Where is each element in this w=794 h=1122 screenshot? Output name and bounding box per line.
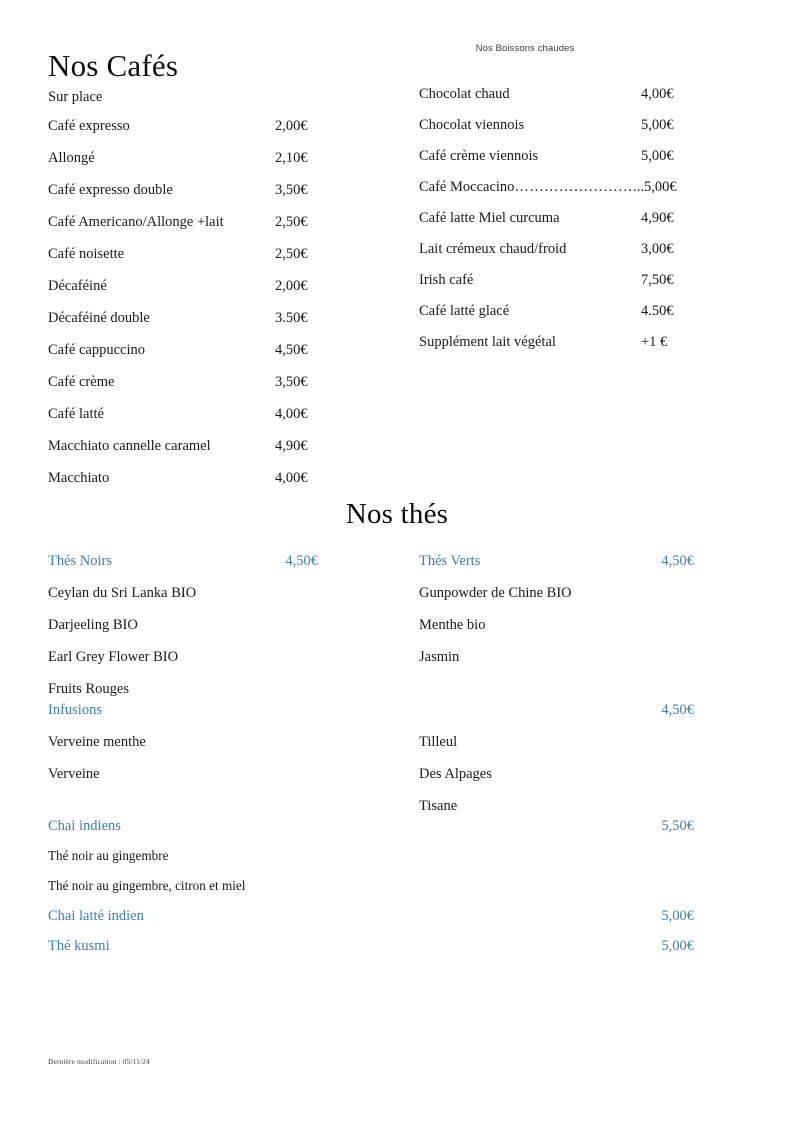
- item-price: 4.50€: [641, 302, 674, 319]
- menu-item: [419, 86, 739, 103]
- item-name: Café latté glacé: [419, 302, 510, 319]
- item-name: Café latte Miel curcuma: [419, 209, 560, 226]
- item-name: Café expresso double: [48, 181, 173, 198]
- item-price: 2,50€: [275, 245, 308, 262]
- item-name: Supplément lait végétal: [419, 333, 556, 350]
- list-item: Fruits Rouges: [48, 680, 129, 697]
- list-item: Earl Grey Flower BIO: [48, 648, 179, 665]
- menu-item: [48, 118, 378, 135]
- menu-item: [419, 272, 739, 289]
- category-header-green-teas: [419, 553, 694, 570]
- category-price: 4,50€: [661, 702, 694, 718]
- item-name: Chocolat viennois: [419, 116, 525, 133]
- menu-item: [48, 278, 378, 295]
- list-item: Thé noir au gingembre: [48, 848, 169, 864]
- category-price: 5,00€: [661, 908, 694, 925]
- cafes-column: [48, 50, 378, 502]
- teas-section: [0, 498, 794, 955]
- category-header-black-teas: [48, 553, 318, 570]
- item-price: 3,50€: [275, 181, 308, 198]
- list-item: Ceylan du Sri Lanka BIO: [48, 584, 197, 601]
- chai-block: [48, 818, 694, 969]
- item-price: +1 €: [641, 333, 668, 350]
- menu-item: [48, 406, 378, 423]
- infusions-right-column: [419, 734, 694, 830]
- infusions-columns: [48, 734, 694, 824]
- item-name: Irish café: [419, 271, 474, 288]
- menu-item: [419, 303, 739, 320]
- black-teas-column: [48, 553, 318, 712]
- item-name: Décaféiné: [48, 277, 107, 294]
- hot-drinks-section: [0, 0, 794, 486]
- menu-item: [419, 148, 739, 165]
- list-item: Jasmin: [419, 648, 460, 665]
- boissons-chaudes-title: Nos Boissons chaudes: [475, 43, 575, 54]
- category-header-infusions: [48, 702, 694, 719]
- category-name: Thé kusmi: [48, 938, 110, 955]
- item-name: Macchiato: [48, 469, 110, 486]
- menu-item: [419, 179, 739, 196]
- cafes-subtitle: Sur place: [48, 88, 103, 105]
- cafes-list: [48, 118, 378, 487]
- item-price: 2,10€: [275, 149, 308, 166]
- item-name: Café Americano/Allonge +lait: [48, 213, 224, 230]
- category-price: 5,50€: [661, 818, 694, 834]
- menu-item: [48, 150, 378, 167]
- category-price: 4,50€: [285, 553, 318, 569]
- list-item: Tilleul: [419, 733, 458, 750]
- green-teas-column: [419, 553, 694, 681]
- item-price: 3,50€: [275, 373, 308, 390]
- item-name: Café Moccacino: [419, 178, 515, 195]
- item-price: 5,00€: [641, 116, 674, 133]
- category-name: Infusions: [48, 702, 102, 718]
- category-header-chai-indiens: [48, 818, 694, 835]
- item-price: 2,00€: [275, 117, 308, 134]
- list-item: Gunpowder de Chine BIO: [419, 584, 572, 601]
- item-name: Allongé: [48, 149, 95, 166]
- item-name: Café crème: [48, 373, 115, 390]
- menu-item: [48, 214, 378, 231]
- category-name: Chai indiens: [48, 818, 121, 834]
- menu-item: [48, 182, 378, 199]
- page-title: Nos Cafés: [48, 48, 179, 83]
- item-price: 4,00€: [275, 405, 308, 422]
- list-item: Menthe bio: [419, 616, 486, 633]
- list-item: Verveine: [48, 765, 100, 782]
- boissons-chaudes-list: [419, 86, 739, 351]
- menu-item: [48, 470, 378, 487]
- item-price: 4,50€: [275, 341, 308, 358]
- item-name: Lait crémeux chaud/froid: [419, 240, 567, 257]
- category-name: Chai latté indien: [48, 908, 144, 925]
- item-name: Café expresso: [48, 117, 130, 134]
- category-header-chai-latte: [48, 908, 694, 925]
- category-name: Thés Noirs: [48, 553, 113, 569]
- menu-item: [419, 334, 739, 351]
- item-price: 2,50€: [275, 213, 308, 230]
- category-name: Thés Verts: [419, 553, 481, 569]
- teas-title: Nos thés: [345, 498, 449, 530]
- item-price: 4,90€: [275, 437, 308, 454]
- item-name: Café cappuccino: [48, 341, 146, 358]
- item-name: Café noisette: [48, 245, 125, 262]
- menu-item: [48, 374, 378, 391]
- boissons-chaudes-column: [419, 43, 739, 365]
- menu-item: [48, 342, 378, 359]
- list-item: Verveine menthe: [48, 733, 146, 750]
- item-price: 5,00€: [641, 147, 674, 164]
- list-item: Thé noir au gingembre, citron et miel: [48, 878, 246, 894]
- item-price: 3,00€: [641, 240, 674, 257]
- dot-leader: …………………….: [514, 178, 637, 195]
- menu-item: [48, 310, 378, 327]
- infusions-left-column: [48, 734, 378, 798]
- item-name: Café crème viennois: [419, 147, 539, 164]
- menu-item: [48, 438, 378, 455]
- item-price: 4,00€: [641, 86, 674, 102]
- menu-item: [419, 210, 739, 227]
- item-name: Macchiato cannelle caramel: [48, 437, 211, 454]
- item-price: 3.50€: [275, 309, 308, 326]
- item-name: Décaféiné double: [48, 309, 150, 326]
- category-price: 5,00€: [661, 938, 694, 955]
- item-name: Café latté: [48, 405, 104, 422]
- list-item: Des Alpages: [419, 765, 492, 782]
- item-price: ..5,00€: [636, 178, 677, 195]
- item-price: 4,90€: [641, 209, 674, 226]
- item-price: 4,00€: [275, 469, 308, 486]
- item-name: Chocolat chaud: [419, 86, 510, 102]
- item-price: 2,00€: [275, 277, 308, 294]
- menu-item: [419, 241, 739, 258]
- last-modified-footer: Dernière modification : 05/11/24: [48, 1057, 150, 1066]
- item-price: 7,50€: [641, 271, 674, 288]
- list-item: Tisane: [419, 797, 458, 814]
- tea-columns: [0, 553, 794, 697]
- category-header-the-kusmi: [48, 938, 694, 955]
- list-item: Darjeeling BIO: [48, 616, 138, 633]
- category-price: 4,50€: [661, 553, 694, 569]
- menu-item: [48, 246, 378, 263]
- menu-item: [419, 117, 739, 134]
- infusions-block: [48, 702, 694, 824]
